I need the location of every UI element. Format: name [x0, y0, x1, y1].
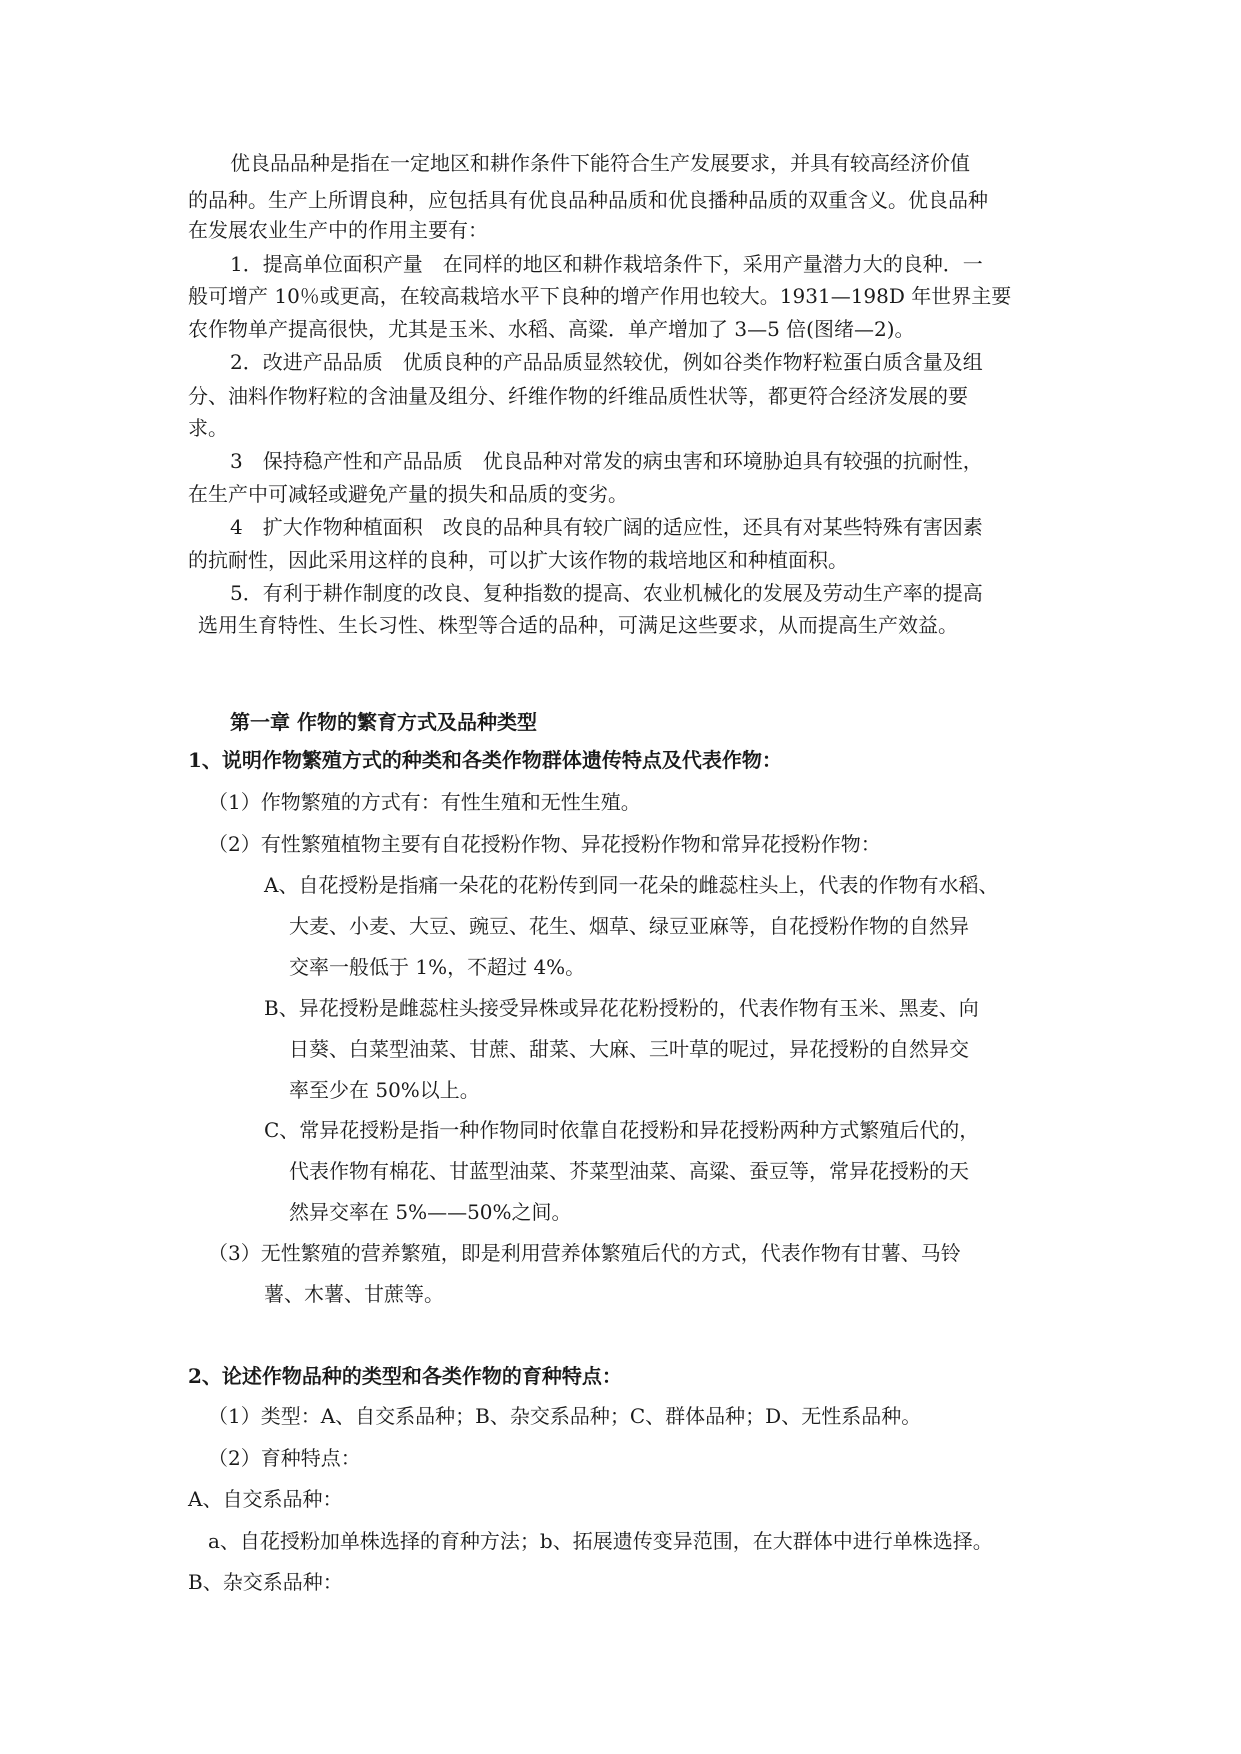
q1-c-line-3: 然异交率在 5%——50%之间。 — [289, 1200, 572, 1224]
q1-b-line-3: 率至少在 50%以上。 — [289, 1078, 480, 1102]
point-5-line-2: 选用生育特性、生长习性、株型等合适的品种，可满足这些要求，从而提高生产效益。 — [198, 613, 958, 637]
q1-a-line-2: 大麦、小麦、大豆、豌豆、花生、烟草、绿豆亚麻等，自花授粉作物的自然异 — [289, 914, 969, 938]
point-1-line-3: 农作物单产提高很快，尤其是玉米、水稻、高粱．单产增加了 3—5 倍(图绪—2)。 — [188, 317, 915, 341]
q1-b-line-2: 日葵、白菜型油菜、甘蔗、甜菜、大麻、三叶草的呢过，异花授粉的自然异交 — [289, 1037, 969, 1061]
q1-title: 1、说明作物繁殖方式的种类和各类作物群体遗传特点及代表作物： — [188, 748, 782, 772]
q1-item-1: （1）作物繁殖的方式有：有性生殖和无性生殖。 — [208, 790, 641, 814]
q2-a-text: a、自花授粉加单株选择的育种方法；b、拓展遗传变异范围，在大群体中进行单株选择。 — [208, 1529, 993, 1553]
q1-a-line-1: A、自花授粉是指痛一朵花的花粉传到同一花朵的雌蕊柱头上，代表的作物有水稻、 — [264, 873, 999, 897]
point-4-line-1: 4 扩大作物种植面积 改良的品种具有较广阔的适应性，还具有对某些特殊有害因素 — [230, 515, 983, 539]
q1-item-3-line-2: 薯、木薯、甘蔗等。 — [264, 1282, 444, 1306]
intro-line-1: 优良品品种是指在一定地区和耕作条件下能符合生产发展要求，并具有较高经济价值 — [230, 151, 970, 175]
q1-item-2: （2）有性繁殖植物主要有自花授粉作物、异花授粉作物和常异花授粉作物： — [208, 832, 881, 856]
q1-item-3-line-1: （3）无性繁殖的营养繁殖，即是利用营养体繁殖后代的方式，代表作物有甘薯、马铃 — [208, 1241, 961, 1265]
point-3-line-2: 在生产中可减轻或避免产量的损失和品质的变劣。 — [188, 482, 628, 506]
point-2-line-2: 分、油料作物籽粒的含油量及组分、纤维作物的纤维品质性状等，都更符合经济发展的要 — [188, 384, 968, 408]
intro-line-3: 在发展农业生产中的作用主要有： — [188, 218, 488, 242]
point-4-line-2: 的抗耐性，因此采用这样的良种，可以扩大该作物的栽培地区和种植面积。 — [188, 548, 848, 572]
q1-b-line-1: B、异花授粉是雌蕊柱头接受异株或异花花粉授粉的，代表作物有玉米、黑麦、向 — [264, 996, 979, 1020]
point-1-line-2: 般可增产 10％或更高，在较高栽培水平下良种的增产作用也较大。1931—198D 年世界主要 — [188, 284, 1012, 308]
q1-c-line-2: 代表作物有棉花、甘蓝型油菜、芥菜型油菜、高粱、蚕豆等，常异花授粉的天 — [289, 1159, 969, 1183]
point-5-line-1: 5．有利于耕作制度的改良、复种指数的提高、农业机械化的发展及劳动生产率的提高 — [230, 581, 983, 605]
q2-item-2: （2）育种特点： — [208, 1446, 361, 1470]
intro-line-2: 的品种。生产上所谓良种，应包括具有优良品种品质和优良播种品质的双重含义。优良品种 — [188, 188, 988, 212]
q1-c-line-1: C、常异花授粉是指一种作物同时依靠自花授粉和异花授粉两种方式繁殖后代的， — [264, 1118, 980, 1142]
q1-a-line-3: 交率一般低于 1%，不超过 4%。 — [289, 955, 586, 979]
point-3-line-1: 3 保持稳产性和产品品质 优良品种对常发的病虫害和环境胁迫具有较强的抗耐性， — [230, 449, 983, 473]
chapter-title: 第一章 作物的繁育方式及品种类型 — [230, 710, 537, 734]
q2-b-heading: B、杂交系品种： — [188, 1570, 343, 1594]
q2-a-heading: A、自交系品种： — [188, 1487, 343, 1511]
point-2-line-3: 求。 — [188, 416, 228, 440]
point-1-line-1: 1．提高单位面积产量 在同样的地区和耕作栽培条件下，采用产量潜力大的良种．一 — [230, 252, 983, 276]
q2-title: 2、论述作物品种的类型和各类作物的育种特点： — [188, 1364, 622, 1388]
q2-item-1: （1）类型：A、自交系品种；B、杂交系品种；C、群体品种；D、无性系品种。 — [208, 1404, 922, 1428]
point-2-line-1: 2．改进产品品质 优质良种的产品品质显然较优，例如谷类作物籽粒蛋白质含量及组 — [230, 350, 983, 374]
